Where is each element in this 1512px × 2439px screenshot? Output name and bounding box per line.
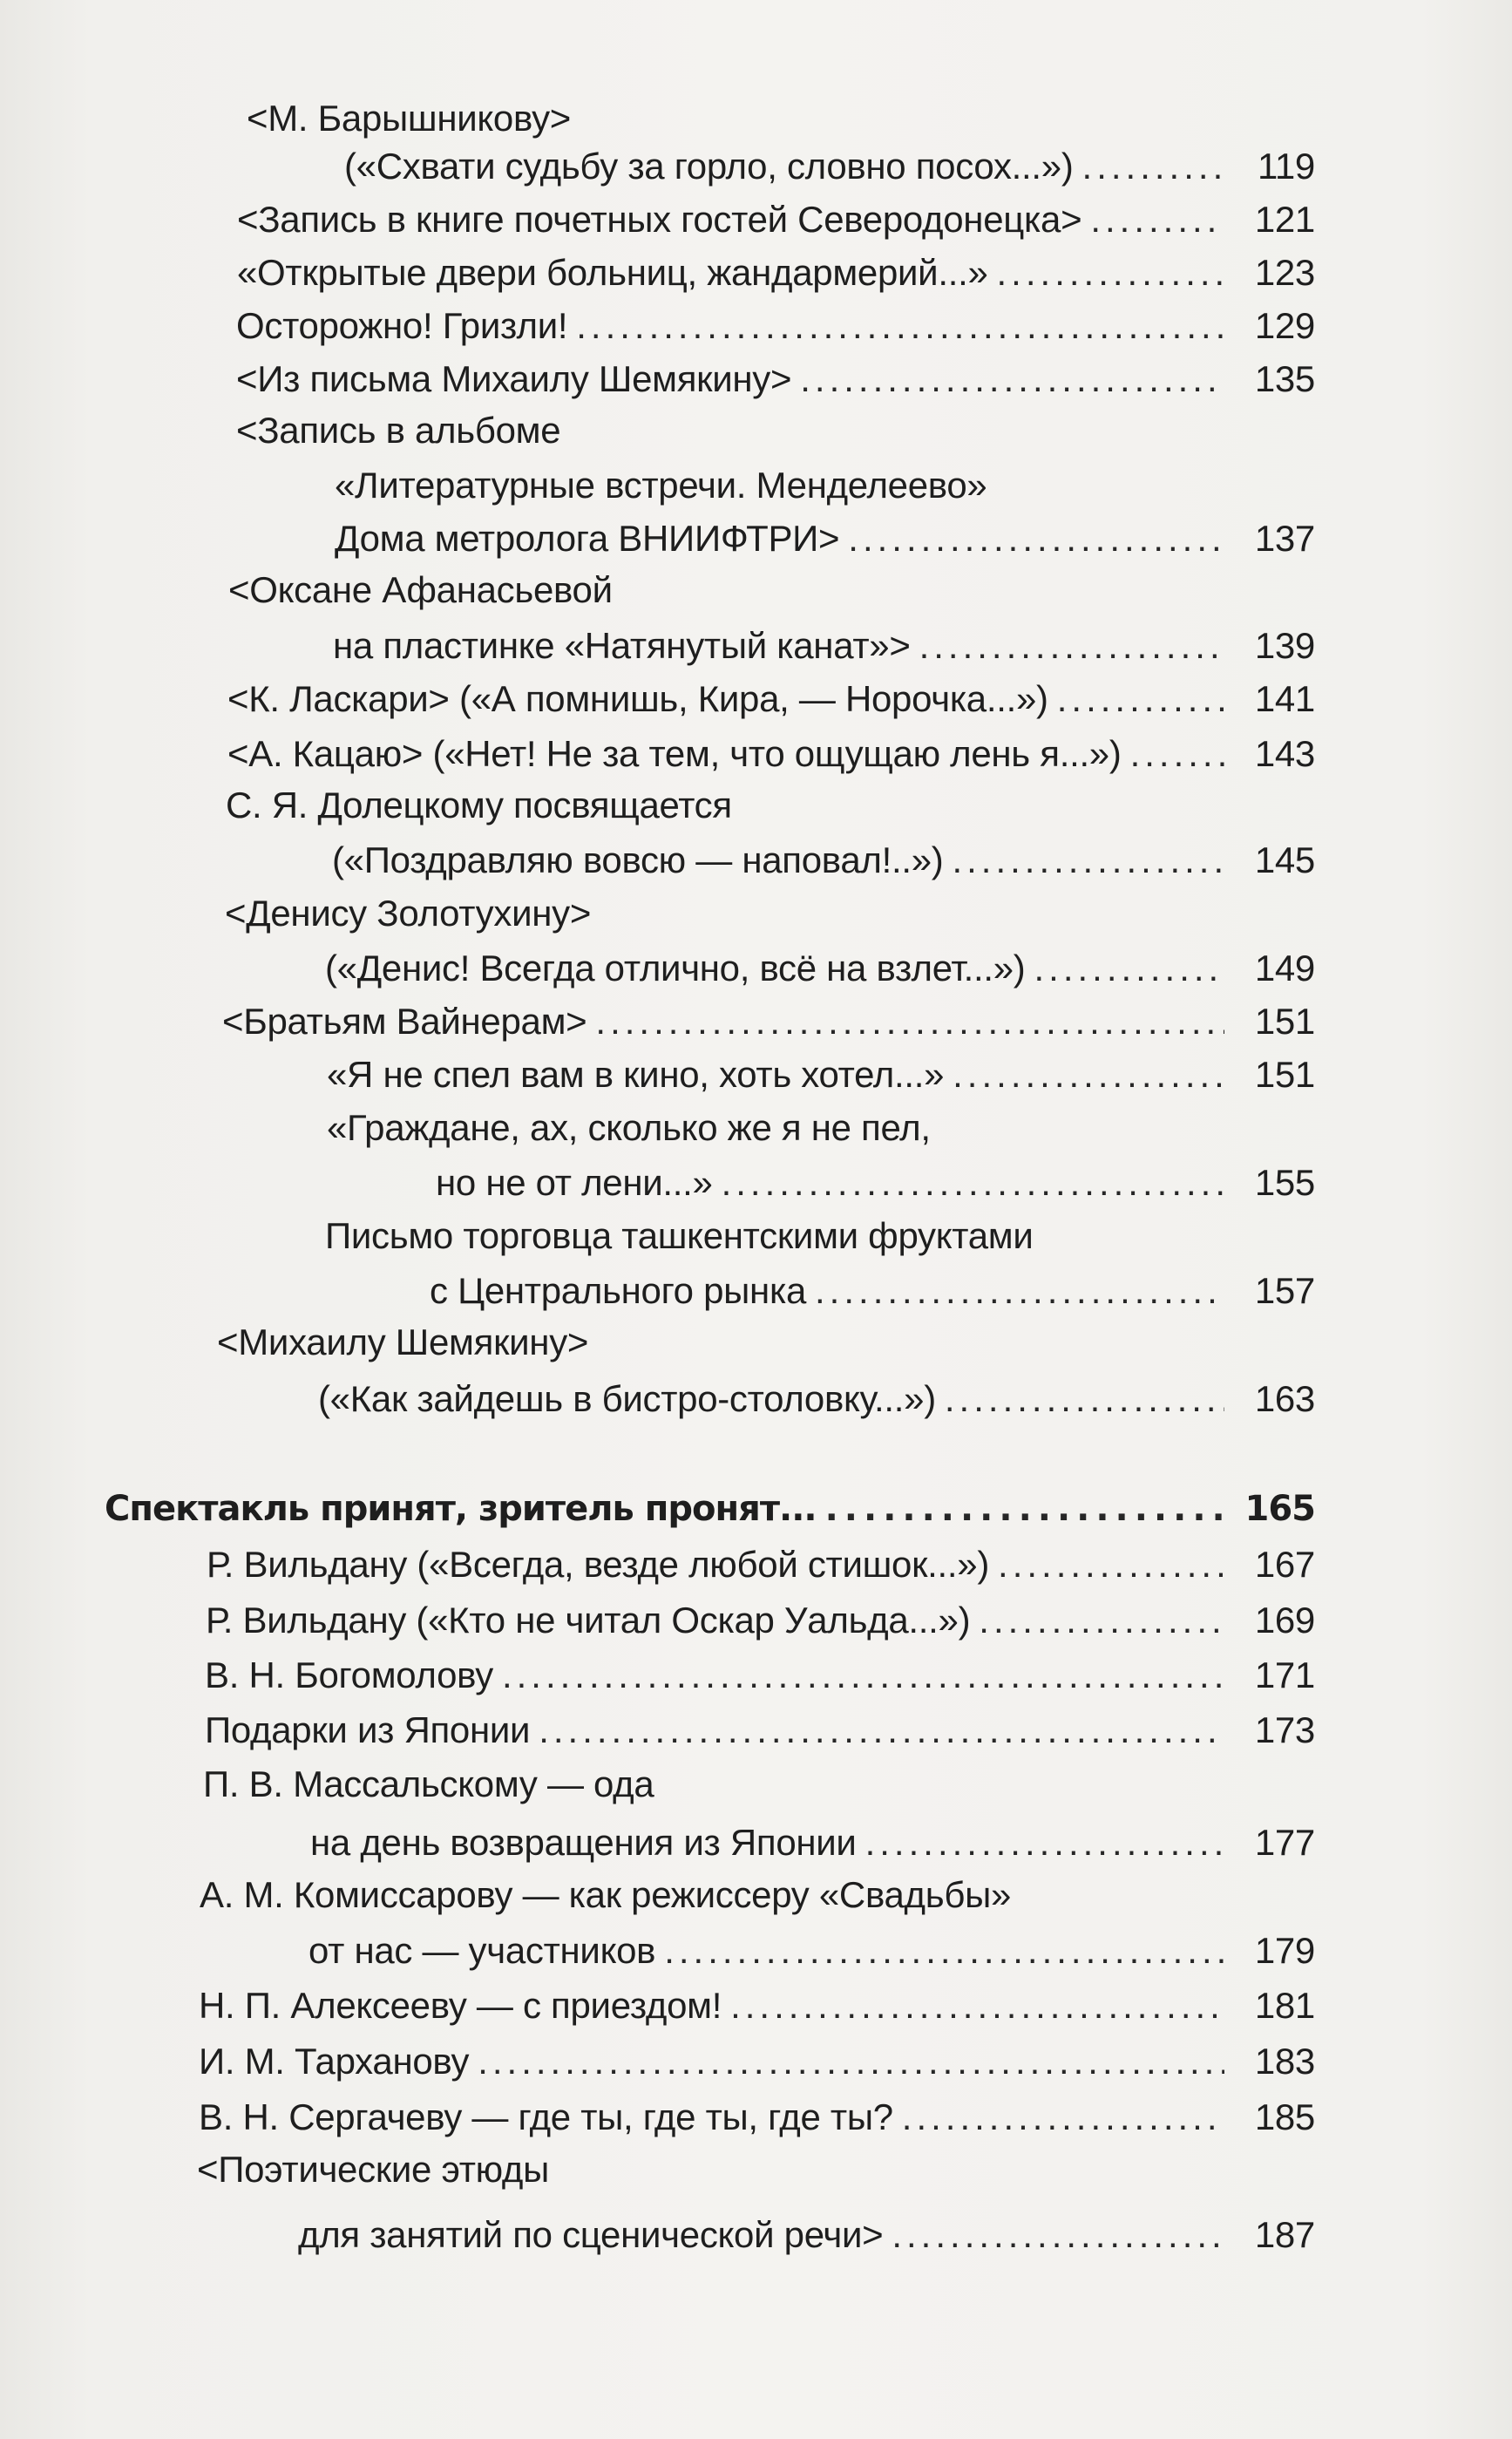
toc-entry — [0, 302, 1315, 350]
toc-entry-text: И. М. Тарханову — [199, 2041, 470, 2082]
toc-page-number: 185 — [1254, 2096, 1315, 2137]
toc-page-number: 151 — [1254, 1001, 1315, 1042]
toc-entry — [0, 1818, 1315, 1867]
toc-entry-text: В. Н. Богомолову — [205, 1654, 493, 1695]
toc-leader-dots — [1034, 944, 1225, 993]
toc-entry-heading — [0, 1104, 1315, 1152]
toc-leader-dots — [865, 1818, 1224, 1867]
toc-entry-text: Подарки из Японии — [205, 1709, 531, 1750]
toc-leader-dots — [945, 1375, 1224, 1423]
toc-entry-text: П. В. Массальскому — ода — [203, 1763, 654, 1804]
toc-page-number: 157 — [1254, 1270, 1315, 1311]
toc-entry-heading — [0, 461, 1315, 510]
toc-entry-text: Р. Вильдану («Всегда, везде любой стишок...») — [207, 1544, 990, 1585]
toc-leader-dots — [576, 302, 1224, 350]
toc-entry-heading — [0, 1760, 1315, 1809]
toc-entry — [0, 1981, 1315, 2030]
toc-entry — [0, 2211, 1315, 2259]
toc-leader-dots — [815, 1267, 1224, 1315]
toc-entry-text: А. М. Комиссарову — как режиссеру «Свадьбы» — [200, 1874, 1012, 1915]
toc-page-number: 151 — [1254, 1054, 1315, 1095]
toc-page-number: 121 — [1254, 199, 1315, 240]
toc-leader-dots — [902, 2093, 1224, 2142]
toc-entry-text: «Открытые двери больниц, жандармерий...» — [237, 252, 988, 293]
toc-leader-dots — [478, 2037, 1224, 2086]
toc-entry-text: «Литературные встречи. Менделеево» — [335, 465, 987, 506]
toc-leader-dots — [1130, 730, 1224, 778]
toc-page-number: 155 — [1254, 1162, 1315, 1203]
toc-leader-dots — [539, 1706, 1224, 1755]
toc-entry-text: Письмо торговца ташкентскими фруктами — [325, 1215, 1034, 1256]
toc-leader-dots — [595, 997, 1224, 1046]
toc-page-number: 139 — [1254, 625, 1315, 666]
toc-entry-text: («Поздравляю вовсю — наповал!..») — [332, 839, 944, 880]
toc-entry-heading — [0, 1871, 1315, 1919]
toc-entry-text: <Денису Золотухину> — [225, 893, 592, 934]
toc-entry-heading — [0, 781, 1315, 830]
toc-leader-dots — [825, 1484, 1224, 1533]
toc-page-number: 145 — [1254, 839, 1315, 880]
toc-page-number: 183 — [1254, 2041, 1315, 2082]
toc-page-number: 165 — [1244, 1489, 1315, 1529]
toc-entry-text: <А. Кацаю> («Нет! Не за тем, что ощущаю лень я...») — [227, 733, 1122, 774]
toc-entry-text: <Из письма Михаилу Шемякину> — [236, 358, 792, 399]
toc-page-number: 181 — [1254, 1985, 1315, 2026]
toc-entry — [0, 622, 1315, 670]
toc-page-number: 177 — [1254, 1822, 1315, 1863]
toc-entry-text: («Как зайдешь в бистро-столовку...») — [318, 1378, 936, 1419]
toc-page-number: 119 — [1257, 146, 1315, 187]
toc-entry-text: на день возвращения из Японии — [310, 1822, 857, 1863]
toc-entry — [0, 1050, 1315, 1099]
toc-page-number: 143 — [1254, 733, 1315, 774]
toc-leader-dots — [722, 1158, 1224, 1207]
toc-entry-text: <Оксане Афанасьевой — [228, 569, 613, 610]
toc-leader-dots — [1082, 142, 1224, 191]
toc-page-number: 167 — [1254, 1544, 1315, 1585]
toc-entry-text: Н. П. Алексееву — с приездом! — [199, 1985, 722, 2026]
toc-entry-heading — [0, 566, 1315, 615]
toc-entry-heading — [0, 406, 1315, 455]
toc-page-number: 135 — [1254, 358, 1315, 399]
toc-leader-dots — [730, 1981, 1224, 2030]
toc-leader-dots — [1090, 195, 1224, 244]
toc-entry-text: («Денис! Всегда отлично, всё на взлет...») — [325, 948, 1026, 989]
toc-page-number: 141 — [1254, 678, 1315, 719]
toc-entry-text: <К. Ласкари> («А помнишь, Кира, — Норочка...») — [227, 678, 1048, 719]
toc-entry-text: В. Н. Сергачеву — где ты, где ты, где ты? — [199, 2096, 893, 2137]
toc-page-number: 123 — [1254, 252, 1315, 293]
toc-entry-text: С. Я. Долецкому посвящается — [226, 785, 732, 825]
toc-leader-dots — [502, 1651, 1224, 1700]
toc-entry — [0, 2093, 1315, 2142]
toc-leader-dots — [919, 622, 1224, 670]
toc-leader-dots — [1057, 675, 1224, 724]
toc-section-heading — [0, 1484, 1315, 1533]
toc-entry — [0, 1158, 1315, 1207]
toc-entry — [0, 142, 1315, 191]
toc-entry — [0, 836, 1315, 885]
toc-page-number: 163 — [1254, 1378, 1315, 1419]
toc-entry-text: но не от лени...» — [436, 1162, 713, 1203]
toc-leader-dots — [800, 355, 1224, 404]
toc-entry-text: для занятий по сценической речи> — [298, 2214, 884, 2255]
toc-page-number: 171 — [1254, 1654, 1315, 1695]
toc-entry-text: <Запись в книге почетных гостей Северодонецка> — [237, 199, 1082, 240]
toc-entry — [0, 675, 1315, 724]
toc-entry — [0, 195, 1315, 244]
toc-entry — [0, 248, 1315, 297]
toc-leader-dots — [997, 248, 1224, 297]
toc-entry — [0, 1926, 1315, 1975]
toc-entry-text: «Граждане, ах, сколько же я не пел, — [327, 1107, 931, 1148]
toc-leader-dots — [892, 2211, 1224, 2259]
toc-entry-text: от нас — участников — [309, 1930, 656, 1971]
toc-entry — [0, 1706, 1315, 1755]
toc-entry-text: <Запись в альбоме — [236, 410, 561, 451]
toc-entry-heading — [0, 1212, 1315, 1260]
toc-entry-text: («Схвати судьбу за горло, словно посох...») — [344, 146, 1074, 187]
toc-entry — [0, 944, 1315, 993]
toc-entry-text: «Я не спел вам в кино, хоть хотел...» — [327, 1054, 945, 1095]
toc-entry-heading — [0, 2145, 1315, 2194]
toc-page-number: 169 — [1254, 1600, 1315, 1641]
toc-entry-text: <Братьям Вайнерам> — [222, 1001, 587, 1042]
toc-entry — [0, 514, 1315, 563]
toc-page-number: 137 — [1254, 518, 1315, 559]
toc-entry-heading — [0, 1318, 1315, 1367]
toc-entry — [0, 355, 1315, 404]
toc-entry — [0, 730, 1315, 778]
toc-entry-text: с Центрального рынка — [430, 1270, 807, 1311]
toc-entry — [0, 1651, 1315, 1700]
toc-entry-text: на пластинке «Натянутый канат»> — [333, 625, 911, 666]
toc-page-number: 149 — [1254, 948, 1315, 989]
toc-entry-text: <Михаилу Шемякину> — [217, 1321, 589, 1362]
toc-leader-dots — [664, 1926, 1224, 1975]
toc-entry — [0, 1596, 1315, 1645]
toc-entry-text: Дома метролога ВНИИФТРИ> — [335, 518, 840, 559]
toc-entry — [0, 1267, 1315, 1315]
toc-entry-heading — [0, 94, 1315, 143]
toc-leader-dots — [848, 514, 1224, 563]
toc-leader-dots — [998, 1540, 1224, 1589]
toc-entry — [0, 997, 1315, 1046]
toc-entry-heading — [0, 889, 1315, 938]
toc-entry-text: <Поэтические этюды — [197, 2149, 549, 2190]
toc-page-number: 173 — [1254, 1709, 1315, 1750]
toc-entry-text: Спектакль принят, зритель пронят... — [105, 1489, 817, 1529]
toc-entry — [0, 1375, 1315, 1423]
toc-entry-text: <М. Барышникову> — [247, 98, 571, 139]
toc-page-number: 187 — [1254, 2214, 1315, 2255]
toc-entry — [0, 2037, 1315, 2086]
toc-leader-dots — [979, 1596, 1224, 1645]
toc-page-number: 179 — [1254, 1930, 1315, 1971]
toc-leader-dots — [953, 1050, 1224, 1099]
toc-entry-text: Осторожно! Гризли! — [236, 305, 568, 346]
toc-leader-dots — [952, 836, 1224, 885]
toc-entry — [0, 1540, 1315, 1589]
toc-page-number: 129 — [1254, 305, 1315, 346]
toc-entry-text: Р. Вильдану («Кто не читал Оскар Уальда...») — [206, 1600, 971, 1641]
